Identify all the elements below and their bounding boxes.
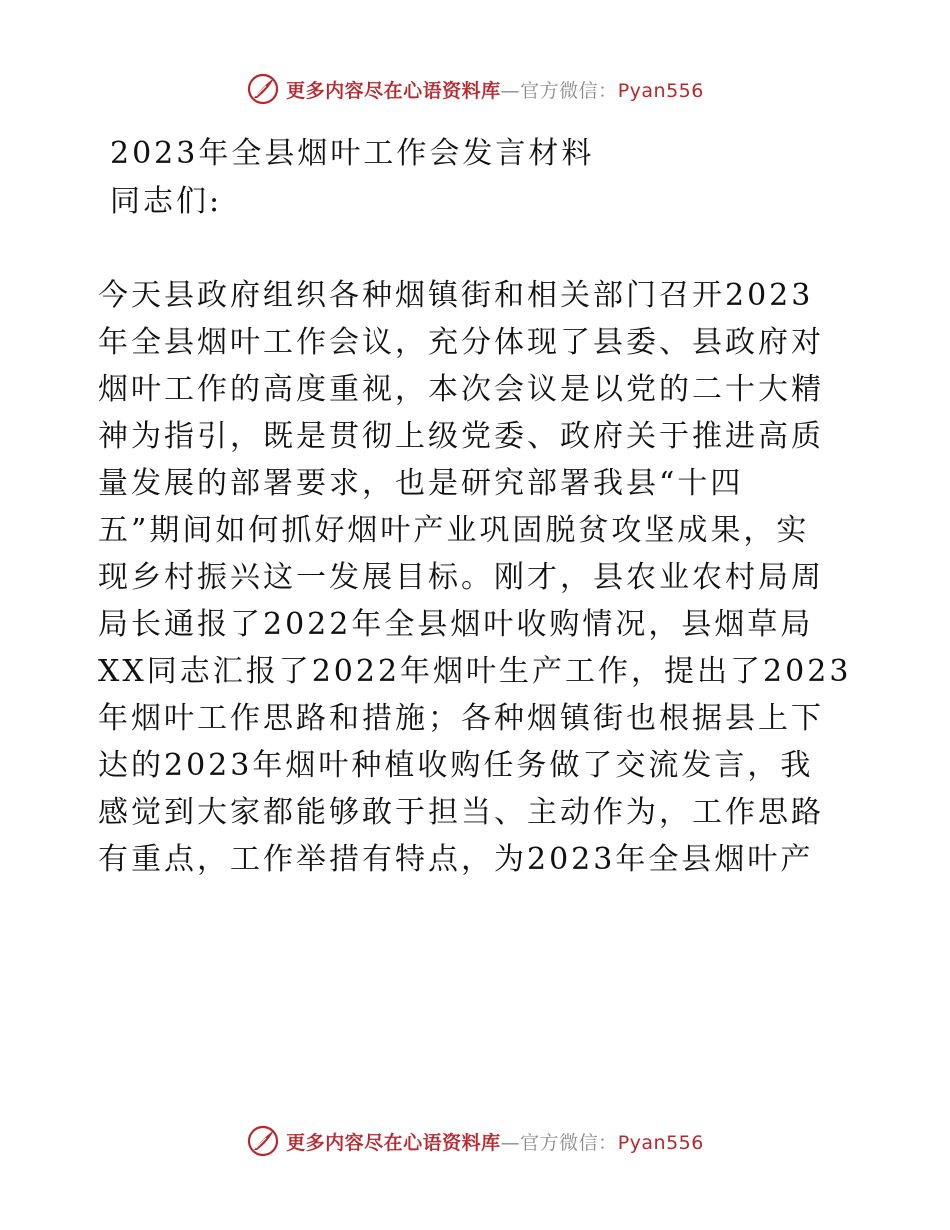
watermark-wechat-label: 官方微信：	[520, 1131, 618, 1154]
body-line: 五”期间如何抓好烟叶产业巩固脱贫攻坚成果，实	[98, 513, 810, 548]
watermark-text	[286, 1128, 704, 1155]
body-line: 感觉到大家都能够敢于担当、主动作为，工作思路	[98, 795, 824, 830]
body-paragraph	[98, 272, 858, 883]
body-line: 量发展的部署要求，也是研究部署我县“十四	[98, 466, 744, 501]
body-line: 年全县烟叶工作会议，充分体现了县委、县政府对	[98, 325, 824, 360]
salutation: 同志们:	[110, 184, 223, 219]
body-line: XX同志汇报了2022年烟叶生产工作，提出了2023	[98, 654, 852, 689]
watermark-text	[286, 76, 704, 103]
document-title: 2023年全县烟叶工作会发言材料	[110, 136, 595, 171]
body-line: 神为指引，既是贯彻上级党委、政府关于推进高质	[98, 419, 824, 454]
watermark-dash: —	[500, 79, 521, 102]
body-line: 现乡村振兴这一发展目标。刚才，县农业农村局周	[98, 560, 824, 595]
body-line: 达的2023年烟叶种植收购任务做了交流发言，我	[98, 748, 814, 783]
quill-pen-logo-icon	[246, 72, 280, 106]
body-line: 烟叶工作的高度重视，本次会议是以党的二十大精	[98, 372, 824, 407]
header-watermark	[0, 72, 950, 106]
watermark-wechat-label: 官方微信：	[520, 79, 618, 102]
footer-watermark	[0, 1124, 950, 1158]
watermark-wechat-id: Pyan556	[617, 1131, 704, 1154]
watermark-dash: —	[500, 1131, 521, 1154]
body-line: 今天县政府组织各种烟镇街和相关部门召开2023	[98, 278, 814, 313]
quill-pen-logo-icon	[246, 1124, 280, 1158]
body-line: 有重点，工作举措有特点，为2023年全县烟叶产	[98, 842, 814, 877]
body-line: 局长通报了2022年全县烟叶收购情况，县烟草局	[98, 607, 814, 642]
watermark-main-text: 更多内容尽在心语资料库	[286, 79, 501, 102]
body-line: 年烟叶工作思路和措施；各种烟镇街也根据县上下	[98, 701, 824, 736]
watermark-wechat-id: Pyan556	[617, 79, 704, 102]
watermark-main-text: 更多内容尽在心语资料库	[286, 1131, 501, 1154]
